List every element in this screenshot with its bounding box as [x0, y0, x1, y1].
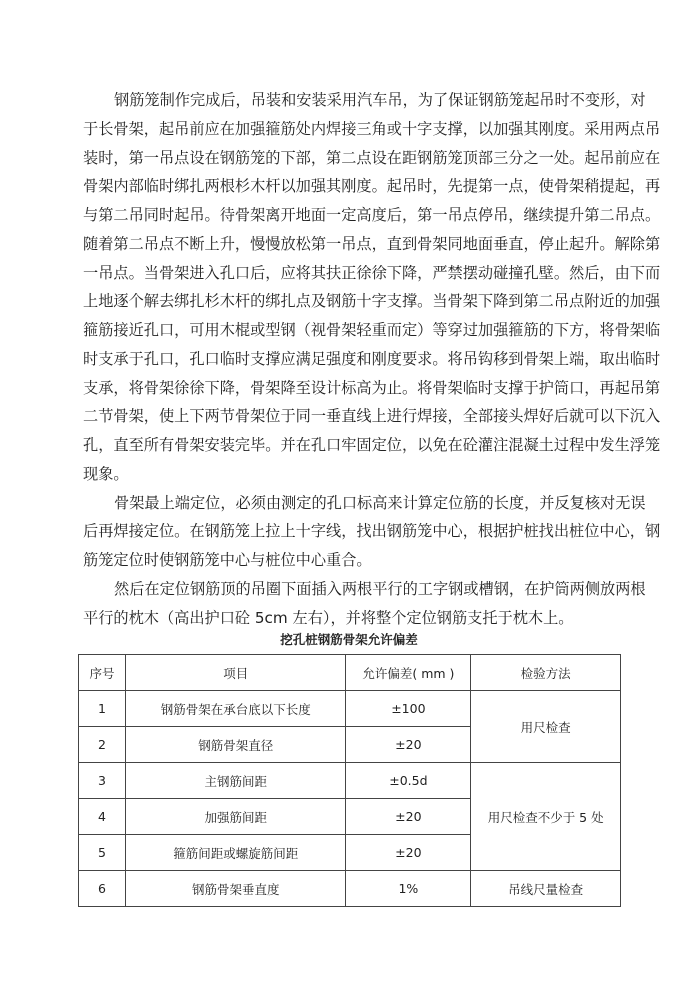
paragraph-line: 骨架最上端定位，必须由测定的孔口标高来计算定位筋的长度，并反复核对无误 — [114, 493, 646, 512]
cell-item: 加强筋间距 — [125, 799, 346, 835]
tolerance-table — [78, 654, 621, 907]
header-tolerance: 允许偏差( mm ) — [346, 655, 471, 691]
cell-tolerance: ±100 — [346, 691, 471, 727]
paragraph-line: 支承，将骨架徐徐下降，骨架降至设计标高为止。将骨架临时支撑于护筒口，再起吊第 — [83, 378, 661, 397]
cell-tolerance: ±0.5d — [346, 763, 471, 799]
cell-item: 主钢筋间距 — [125, 763, 346, 799]
paragraph-line: 上地逐个解去绑扎杉木杆的绑扎点及钢筋十字支撑。当骨架下降到第二吊点附近的加强 — [83, 292, 661, 311]
table-header-row — [79, 655, 621, 691]
paragraph-line: 随着第二吊点不断上升，慢慢放松第一吊点，直到骨架同地面垂直，停止起升。解除第 — [83, 234, 661, 253]
paragraph-line: 装时，第一吊点设在钢筋笼的下部，第二点设在距钢筋笼顶部三分之一处。起吊前应在 — [83, 148, 661, 167]
cell-tolerance: ±20 — [346, 799, 471, 835]
cell-item: 钢筋骨架在承台底以下长度 — [125, 691, 346, 727]
cell-item: 箍筋间距或螺旋筋间距 — [125, 835, 346, 871]
body-text — [83, 86, 661, 632]
cell-method: 用尺检查 — [471, 691, 621, 763]
paragraph-line: 现象。 — [83, 464, 129, 483]
paragraph-line: 于长骨架，起吊前应在加强箍筋处内焊接三角或十字支撑，以加强其刚度。采用两点吊 — [83, 119, 661, 138]
paragraph-line: 孔，直至所有骨架安装完毕。并在孔口牢固定位，以免在砼灌注混凝土过程中发生浮笼 — [83, 436, 661, 454]
cell-tolerance: ±20 — [346, 835, 471, 871]
paragraph-line: 平行的枕木（高出护口砼 5cm 左右），并将整个定位钢筋支托于枕木上。 — [83, 608, 574, 627]
cell-method: 吊线尺量检查 — [471, 871, 621, 907]
cell-tolerance: 1% — [346, 871, 471, 907]
table-row — [79, 691, 621, 727]
paragraph-line: 然后在定位钢筋顶的吊圈下面插入两根平行的工字钢或槽钢，在护筒两侧放两根 — [114, 579, 646, 598]
paragraph-line: 骨架内部临时绑扎两根杉木杆以加强其刚度。起吊时，先提第一点，使骨架稍提起，再 — [83, 177, 661, 196]
paragraph-line: 一吊点。当骨架进入孔口后，应将其扶正徐徐下降，严禁摆动碰撞孔壁。然后，由下而 — [83, 263, 661, 282]
header-item: 项目 — [125, 655, 346, 691]
cell-no: 3 — [79, 763, 126, 799]
paragraph-line: 钢筋笼制作完成后，吊装和安装采用汽车吊，为了保证钢筋笼起吊时不变形，对 — [114, 91, 646, 109]
header-no: 序号 — [79, 655, 126, 691]
paragraph-line: 后再焊接定位。在钢筋笼上拉上十字线，找出钢筋笼中心，根据护桩找出桩位中心，钢 — [83, 522, 661, 541]
cell-item: 钢筋骨架直径 — [125, 727, 346, 763]
cell-tolerance: ±20 — [346, 727, 471, 763]
paragraph-line: 时支承于孔口，孔口临时支撑应满足强度和刚度要求。将吊钩移到骨架上端，取出临时 — [83, 349, 661, 368]
cell-no: 6 — [79, 871, 126, 907]
header-method: 检验方法 — [471, 655, 621, 691]
cell-method: 用尺检查不少于 5 处 — [471, 763, 621, 871]
table-row — [79, 871, 621, 907]
cell-item: 钢筋骨架垂直度 — [125, 871, 346, 907]
paragraph-line: 筋笼定位时使钢筋笼中心与桩位中心重合。 — [83, 551, 372, 569]
paragraph-line: 箍筋接近孔口，可用木棍或型钢（视骨架轻重而定）等穿过加强箍筋的下方，将骨架临 — [83, 321, 661, 339]
table-title: 挖孔桩钢筋骨架允许偏差 — [280, 632, 418, 647]
cell-no: 5 — [79, 835, 126, 871]
cell-no: 1 — [79, 691, 126, 727]
paragraph-line: 与第二吊同时起吊。待骨架离开地面一定高度后，第一吊点停吊，继续提升第二吊点。 — [83, 206, 661, 224]
table-row — [79, 763, 621, 799]
cell-no: 4 — [79, 799, 126, 835]
paragraph-line: 二节骨架，使上下两节骨架位于同一垂直线上进行焊接，全部接头焊好后就可以下沉入 — [83, 407, 661, 426]
cell-no: 2 — [79, 727, 126, 763]
